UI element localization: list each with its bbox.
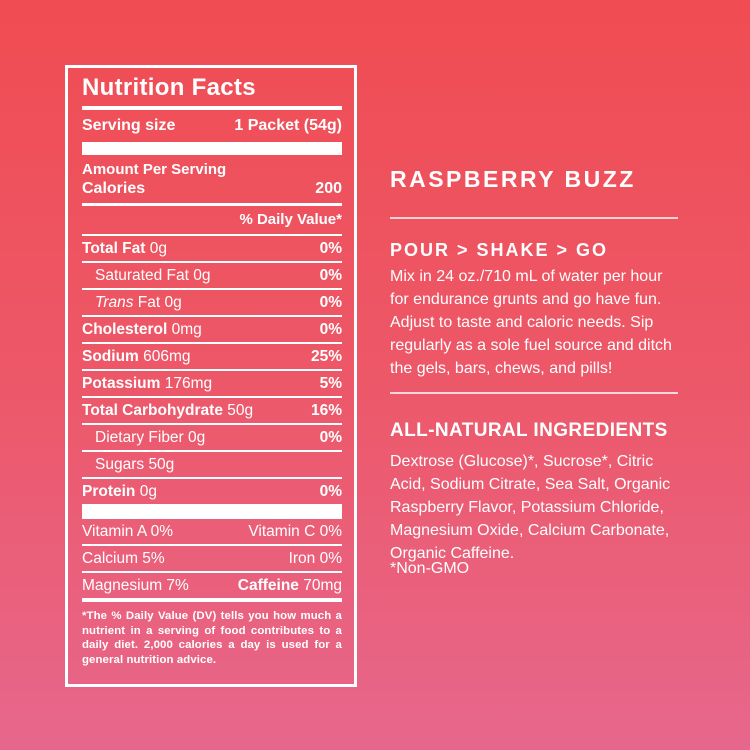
serving-size-row: [82, 116, 342, 136]
separator-bar: [82, 506, 342, 519]
micronutrient-right: Vitamin C 0%: [248, 523, 342, 540]
nutrient-daily-value: 0%: [319, 294, 342, 311]
nutrient-name-amount: Total Carbohydrate 50g: [82, 402, 254, 419]
calories-row: [82, 179, 342, 199]
micronutrient-right: Iron 0%: [288, 550, 342, 567]
micronutrient-row: [82, 573, 342, 598]
nutrient-daily-value: 0%: [319, 483, 342, 500]
nutrient-daily-value: 16%: [310, 402, 342, 419]
nutrient-name-amount: Protein 0g: [82, 483, 157, 500]
nutrient-row: [82, 290, 342, 317]
nutrient-daily-value: 5%: [319, 375, 342, 392]
daily-value-footnote: *The % Daily Value (DV) tells you how much a nutrient in a serving of food contributes to a daily diet. 2,000 calories a day is used for a general nutrition advice.: [82, 610, 342, 666]
nutrient-name-amount: Sugars 50g: [95, 456, 175, 473]
nutrient-daily-value: 0%: [319, 267, 342, 284]
nutrient-row: [82, 263, 342, 290]
nutrient-row: [82, 317, 342, 344]
micronutrient-left: Magnesium 7%: [82, 577, 189, 594]
nutrient-row: [82, 344, 342, 371]
serving-size-value: 1 Packet (54g): [234, 117, 342, 134]
nutrient-row: [82, 236, 342, 263]
nutrient-rows: [82, 236, 342, 506]
product-name: RASPBERRY BUZZ: [390, 166, 636, 192]
usage-instructions: Mix in 24 oz./710 mL of water per hour for endurance grunts and go have fun. Adjust to taste and caloric needs. Sip regularly as a sole fuel source and ditch the gels, bars, chews, and pills!: [390, 268, 672, 377]
micronutrient-row: [82, 519, 342, 546]
nutrient-daily-value: 0%: [319, 240, 342, 257]
nutrient-name-amount: Potassium 176mg: [82, 375, 213, 392]
nutrient-name-amount: Dietary Fiber 0g: [95, 429, 206, 446]
nutrient-row: [82, 398, 342, 425]
nutrient-name-amount: Sodium 606mg: [82, 348, 191, 365]
nutrient-name-amount: Trans Fat 0g: [95, 294, 182, 311]
calories-label: Calories: [82, 180, 146, 197]
nutrient-row: [82, 371, 342, 398]
nutrition-facts-label: [65, 65, 357, 687]
amount-per-serving-label: Amount Per Serving: [82, 161, 227, 178]
section-divider: [390, 217, 678, 219]
nutrient-name-amount: Cholesterol 0mg: [82, 321, 202, 338]
nutrient-row: [82, 479, 342, 506]
separator-bar: [82, 142, 342, 155]
nutrition-facts-title: Nutrition Facts: [82, 74, 256, 101]
nutrient-row: [82, 425, 342, 452]
micronutrient-left: Vitamin A 0%: [82, 523, 174, 540]
nutrient-name-amount: Total Fat 0g: [82, 240, 167, 257]
section-divider: [390, 392, 678, 394]
product-info-panel: [390, 0, 682, 750]
non-gmo-note: *Non-GMO: [390, 560, 470, 577]
micronutrient-rows: [82, 519, 342, 598]
ingredients-heading: ALL-NATURAL INGREDIENTS: [390, 420, 668, 441]
calories-value: 200: [315, 180, 342, 197]
nutrient-name-amount: Saturated Fat 0g: [95, 267, 211, 284]
nutrient-daily-value: 0%: [319, 321, 342, 338]
daily-value-header: % Daily Value*: [239, 211, 342, 228]
usage-heading: POUR > SHAKE > GO: [390, 240, 609, 260]
ingredients-list: Dextrose (Glucose)*, Sucrose*, Citric Acid, Sodium Citrate, Sea Salt, Organic Raspberry Flavor, Potassium Chloride, Magnesium Oxide, Calcium Carbonate, Organic Caffeine.: [390, 453, 671, 562]
divider-heavy: [82, 106, 342, 110]
micronutrient-row: [82, 546, 342, 573]
serving-size-label: Serving size: [82, 117, 176, 134]
micronutrient-left: Calcium 5%: [82, 550, 165, 567]
nutrient-daily-value: 0%: [319, 429, 342, 446]
micronutrient-right: Caffeine 70mg: [237, 577, 342, 594]
nutrient-daily-value: 25%: [310, 348, 342, 365]
nutrient-row: [82, 452, 342, 479]
divider-heavy: [82, 598, 342, 602]
